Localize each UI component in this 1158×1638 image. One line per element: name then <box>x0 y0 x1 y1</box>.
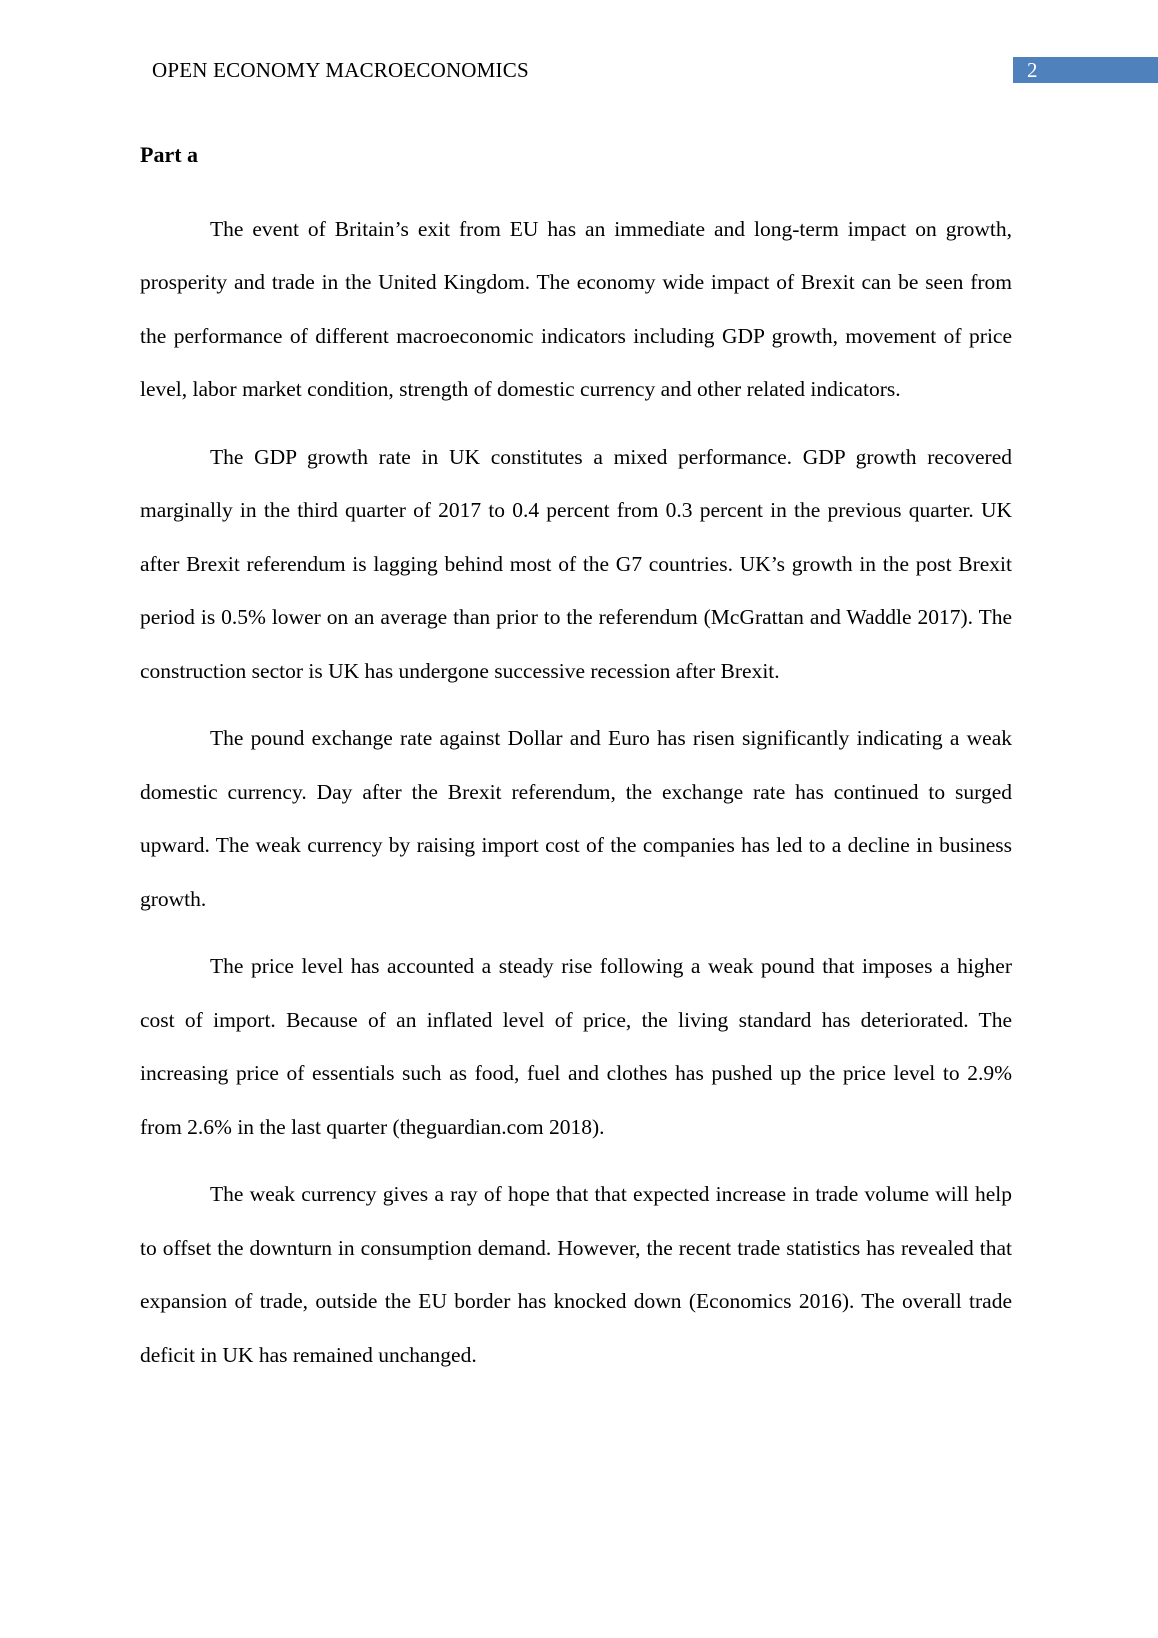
paragraph-exchange-rate: The pound exchange rate against Dollar and Euro has risen significantly indicating a weak domestic currency. Day after the Brexit referendum, the exchange rate has continued to surged upward. The weak currency by raising import cost of the companies has led to a decline in business growth. <box>140 726 1012 911</box>
page-number-box <box>1013 57 1158 83</box>
running-head: OPEN ECONOMY MACROECONOMICS <box>152 58 529 82</box>
page-header <box>0 0 1158 90</box>
section-heading: Part a <box>140 142 199 167</box>
paragraph-gdp-growth: The GDP growth rate in UK constitutes a mixed performance. GDP growth recovered marginally in the third quarter of 2017 to 0.4 percent from 0.3 percent in the previous quarter. UK after Brexit referendum is lagging behind most of the G7 countries. UK’s growth in the post Brexit period is 0.5% lower on an average than prior to the referendum (McGrattan and Waddle 2017). The construction sector is UK has undergone successive recession after Brexit. <box>140 444 1012 683</box>
paragraph-trade: The weak currency gives a ray of hope that that expected increase in trade volume will help to offset the downturn in consumption demand. However, the recent trade statistics has revealed that expansion of trade, outside the EU border has knocked down (Economics 2016). The overall trade deficit in UK has remained unchanged. <box>140 1182 1012 1367</box>
paragraph-price-level: The price level has accounted a steady rise following a weak pound that imposes a higher cost of import. Because of an inflated level of price, the living standard has deteriorated. The increasing price of essentials such as food, fuel and clothes has pushed up the price level to 2.9% from 2.6% in the last quarter (theguardian.com 2018). <box>140 954 1012 1139</box>
page-number: 2 <box>1027 58 1038 82</box>
paragraph-brexit-impact: The event of Britain’s exit from EU has an immediate and long-term impact on growth, prosperity and trade in the United Kingdom. The economy wide impact of Brexit can be seen from the performance of different macroeconomic indicators including GDP growth, movement of price level, labor market condition, strength of domestic currency and other related indicators. <box>140 216 1012 401</box>
document-body <box>140 128 1012 1396</box>
